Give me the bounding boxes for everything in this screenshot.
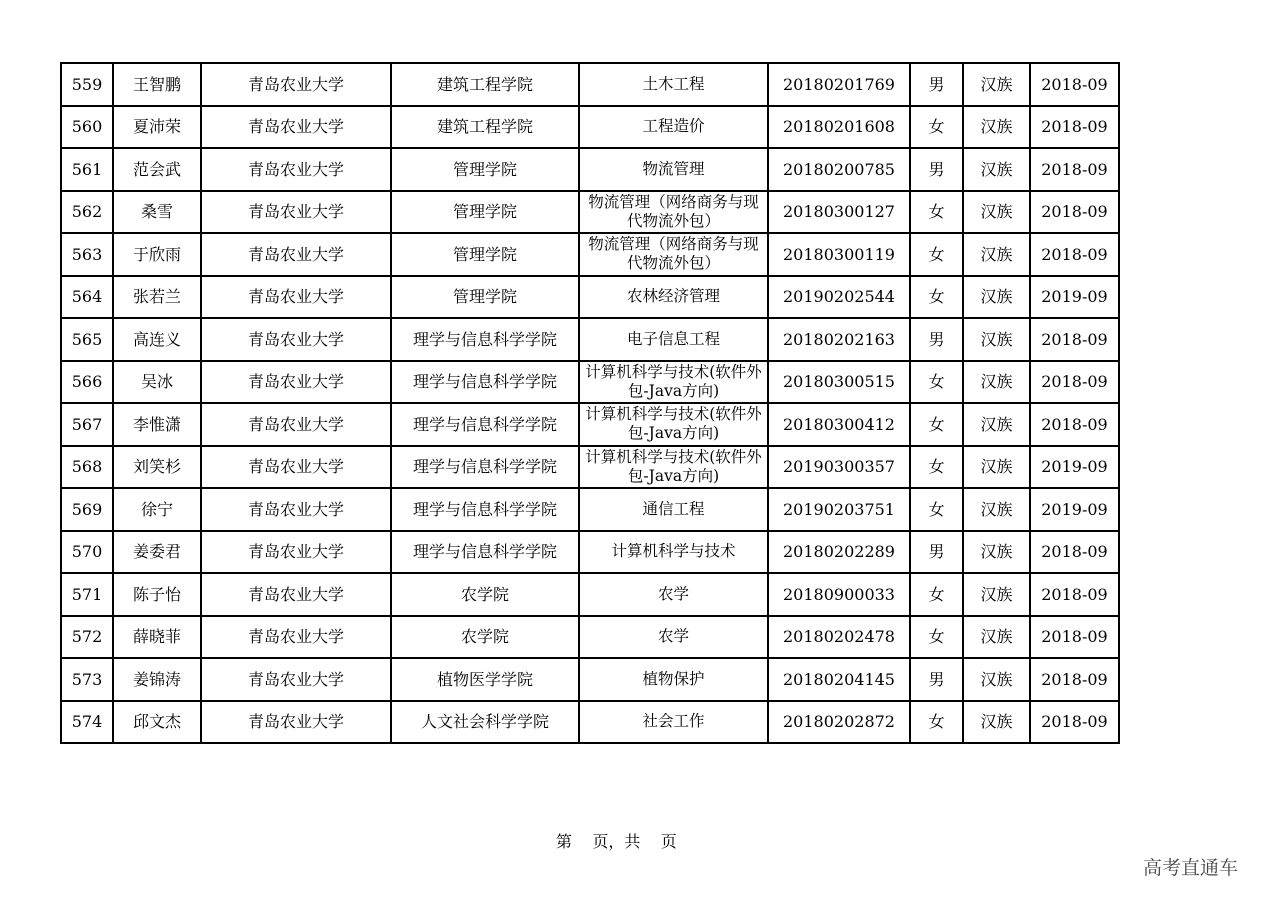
college-cell: 理学与信息科学学院 [391,488,579,531]
gender-cell: 女 [910,488,963,531]
student-id-cell: 20180300119 [768,233,910,276]
university-cell: 青岛农业大学 [201,148,391,191]
gender-cell: 男 [910,658,963,701]
gender-cell: 男 [910,531,963,574]
college-cell: 管理学院 [391,148,579,191]
student-name-cell: 邱文杰 [113,701,201,744]
student-name-cell: 姜委君 [113,531,201,574]
university-cell: 青岛农业大学 [201,276,391,319]
table-row [61,446,1119,489]
major-cell: 计算机科学与技术(软件外包-Java方向) [579,446,768,489]
enrollment-date-cell: 2018-09 [1030,701,1119,744]
university-cell: 青岛农业大学 [201,573,391,616]
row-number-cell: 562 [61,191,113,234]
ethnicity-cell: 汉族 [963,403,1030,446]
enrollment-date-cell: 2018-09 [1030,318,1119,361]
row-number-cell: 570 [61,531,113,574]
student-roster-table [60,62,1120,744]
major-cell: 农林经济管理 [579,276,768,319]
college-cell: 理学与信息科学学院 [391,446,579,489]
major-cell: 计算机科学与技术 [579,531,768,574]
ethnicity-cell: 汉族 [963,361,1030,404]
university-cell: 青岛农业大学 [201,233,391,276]
student-name-cell: 吴冰 [113,361,201,404]
table-row [61,191,1119,234]
row-number-cell: 561 [61,148,113,191]
university-cell: 青岛农业大学 [201,63,391,106]
gender-cell: 男 [910,63,963,106]
gender-cell: 女 [910,276,963,319]
row-number-cell: 572 [61,616,113,659]
gender-cell: 女 [910,233,963,276]
row-number-cell: 560 [61,106,113,149]
enrollment-date-cell: 2018-09 [1030,106,1119,149]
ethnicity-cell: 汉族 [963,191,1030,234]
ethnicity-cell: 汉族 [963,488,1030,531]
row-number-cell: 563 [61,233,113,276]
enrollment-date-cell: 2018-09 [1030,63,1119,106]
enrollment-date-cell: 2019-09 [1030,446,1119,489]
enrollment-date-cell: 2018-09 [1030,573,1119,616]
student-name-cell: 李惟潇 [113,403,201,446]
student-id-cell: 20180202163 [768,318,910,361]
student-name-cell: 刘笑杉 [113,446,201,489]
table-row [61,531,1119,574]
major-cell: 农学 [579,573,768,616]
table-row [61,488,1119,531]
table-row [61,148,1119,191]
gender-cell: 男 [910,148,963,191]
student-name-cell: 徐宁 [113,488,201,531]
gender-cell: 女 [910,446,963,489]
row-number-cell: 559 [61,63,113,106]
major-cell: 农学 [579,616,768,659]
student-name-cell: 夏沛荣 [113,106,201,149]
student-id-cell: 20180202289 [768,531,910,574]
student-name-cell: 陈子怡 [113,573,201,616]
enrollment-date-cell: 2019-09 [1030,488,1119,531]
gender-cell: 女 [910,573,963,616]
student-name-cell: 范会武 [113,148,201,191]
university-cell: 青岛农业大学 [201,446,391,489]
gender-cell: 女 [910,403,963,446]
major-cell: 通信工程 [579,488,768,531]
gender-cell: 男 [910,318,963,361]
college-cell: 农学院 [391,573,579,616]
enrollment-date-cell: 2018-09 [1030,233,1119,276]
student-id-cell: 20190300357 [768,446,910,489]
student-id-cell: 20180202478 [768,616,910,659]
row-number-cell: 571 [61,573,113,616]
college-cell: 建筑工程学院 [391,63,579,106]
table-row [61,106,1119,149]
student-id-cell: 20180202872 [768,701,910,744]
university-cell: 青岛农业大学 [201,318,391,361]
student-id-cell: 20180900033 [768,573,910,616]
major-cell: 植物保护 [579,658,768,701]
gender-cell: 女 [910,106,963,149]
ethnicity-cell: 汉族 [963,63,1030,106]
enrollment-date-cell: 2018-09 [1030,403,1119,446]
major-cell: 计算机科学与技术(软件外包-Java方向) [579,403,768,446]
college-cell: 管理学院 [391,276,579,319]
college-cell: 理学与信息科学学院 [391,531,579,574]
university-cell: 青岛农业大学 [201,531,391,574]
row-number-cell: 569 [61,488,113,531]
student-id-cell: 20180300412 [768,403,910,446]
major-cell: 物流管理 [579,148,768,191]
college-cell: 理学与信息科学学院 [391,318,579,361]
enrollment-date-cell: 2018-09 [1030,148,1119,191]
row-number-cell: 565 [61,318,113,361]
row-number-cell: 564 [61,276,113,319]
college-cell: 管理学院 [391,233,579,276]
student-name-cell: 薛晓菲 [113,616,201,659]
ethnicity-cell: 汉族 [963,573,1030,616]
page-number-footer: 第 页，共 页 [556,832,677,851]
table-row [61,403,1119,446]
college-cell: 理学与信息科学学院 [391,361,579,404]
ethnicity-cell: 汉族 [963,106,1030,149]
table-row [61,658,1119,701]
student-id-cell: 20180300515 [768,361,910,404]
table-row [61,276,1119,319]
student-id-cell: 20190203751 [768,488,910,531]
student-name-cell: 张若兰 [113,276,201,319]
ethnicity-cell: 汉族 [963,233,1030,276]
university-cell: 青岛农业大学 [201,106,391,149]
student-name-cell: 姜锦涛 [113,658,201,701]
ethnicity-cell: 汉族 [963,701,1030,744]
ethnicity-cell: 汉族 [963,446,1030,489]
ethnicity-cell: 汉族 [963,148,1030,191]
roster-body [61,63,1119,743]
college-cell: 建筑工程学院 [391,106,579,149]
enrollment-date-cell: 2018-09 [1030,531,1119,574]
gender-cell: 女 [910,616,963,659]
gender-cell: 女 [910,701,963,744]
major-cell: 电子信息工程 [579,318,768,361]
enrollment-date-cell: 2018-09 [1030,658,1119,701]
major-cell: 工程造价 [579,106,768,149]
table-row [61,573,1119,616]
table-row [61,361,1119,404]
university-cell: 青岛农业大学 [201,191,391,234]
major-cell: 计算机科学与技术(软件外包-Java方向) [579,361,768,404]
row-number-cell: 566 [61,361,113,404]
university-cell: 青岛农业大学 [201,361,391,404]
table-row [61,233,1119,276]
enrollment-date-cell: 2018-09 [1030,361,1119,404]
row-number-cell: 573 [61,658,113,701]
college-cell: 农学院 [391,616,579,659]
enrollment-date-cell: 2019-09 [1030,276,1119,319]
student-id-cell: 20190202544 [768,276,910,319]
college-cell: 理学与信息科学学院 [391,403,579,446]
university-cell: 青岛农业大学 [201,488,391,531]
major-cell: 土木工程 [579,63,768,106]
major-cell: 社会工作 [579,701,768,744]
student-id-cell: 20180204145 [768,658,910,701]
college-cell: 管理学院 [391,191,579,234]
gender-cell: 女 [910,191,963,234]
table-row [61,701,1119,744]
ethnicity-cell: 汉族 [963,276,1030,319]
watermark-logo-text: 高考直通车 [1143,857,1239,879]
student-id-cell: 20180201608 [768,106,910,149]
table-row [61,318,1119,361]
student-id-cell: 20180300127 [768,191,910,234]
major-cell: 物流管理（网络商务与现代物流外包） [579,233,768,276]
row-number-cell: 568 [61,446,113,489]
ethnicity-cell: 汉族 [963,658,1030,701]
university-cell: 青岛农业大学 [201,701,391,744]
row-number-cell: 574 [61,701,113,744]
row-number-cell: 567 [61,403,113,446]
ethnicity-cell: 汉族 [963,616,1030,659]
college-cell: 人文社会科学学院 [391,701,579,744]
table-row [61,616,1119,659]
student-id-cell: 20180201769 [768,63,910,106]
major-cell: 物流管理（网络商务与现代物流外包） [579,191,768,234]
enrollment-date-cell: 2018-09 [1030,616,1119,659]
ethnicity-cell: 汉族 [963,318,1030,361]
college-cell: 植物医学学院 [391,658,579,701]
enrollment-date-cell: 2018-09 [1030,191,1119,234]
student-id-cell: 20180200785 [768,148,910,191]
ethnicity-cell: 汉族 [963,531,1030,574]
university-cell: 青岛农业大学 [201,403,391,446]
student-name-cell: 桑雪 [113,191,201,234]
student-name-cell: 高连义 [113,318,201,361]
student-name-cell: 王智鹏 [113,63,201,106]
university-cell: 青岛农业大学 [201,658,391,701]
university-cell: 青岛农业大学 [201,616,391,659]
gender-cell: 女 [910,361,963,404]
student-name-cell: 于欣雨 [113,233,201,276]
table-row [61,63,1119,106]
